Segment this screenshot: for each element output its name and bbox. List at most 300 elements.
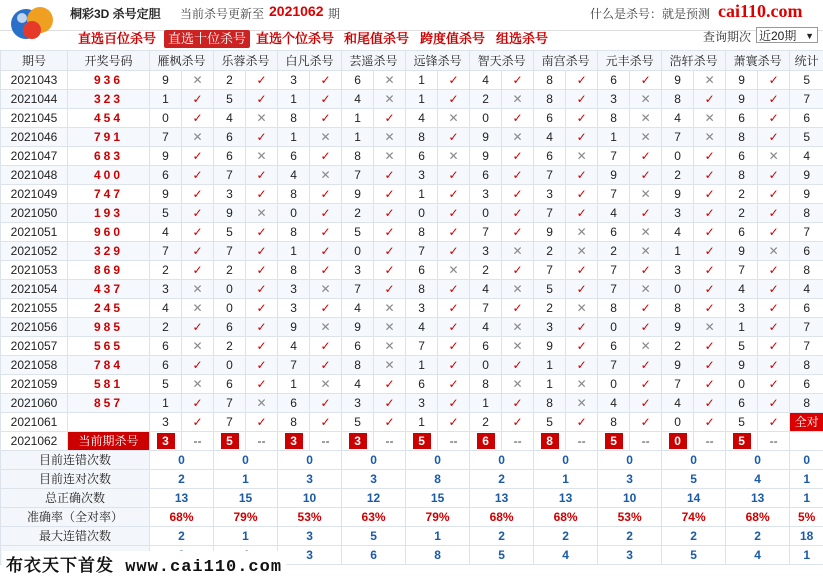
kill-number-cell: 9 <box>662 71 694 90</box>
check-icon: ✓ <box>502 204 534 223</box>
app-title: 桐彩3D 杀号定胆 <box>70 7 161 21</box>
col-expert-header[interactable]: 远锋杀号 <box>406 51 470 71</box>
col-expert-header[interactable]: 芸遥杀号 <box>342 51 406 71</box>
issue-cell: 2021045 <box>1 109 68 128</box>
current-issue-cell: 2021062 <box>1 432 68 451</box>
stats-value: 4 <box>726 470 790 489</box>
current-pending-cell: -- <box>758 432 790 451</box>
check-icon: ✓ <box>566 204 598 223</box>
tab-1[interactable]: 直选百位杀号 <box>78 31 157 46</box>
kill-number-cell: 8 <box>342 147 374 166</box>
kill-number-cell: 4 <box>150 223 182 242</box>
kill-number-cell: 3 <box>470 242 502 261</box>
kill-number-cell: 2 <box>534 299 566 318</box>
kill-number-cell: 7 <box>598 280 630 299</box>
winning-number-cell: 323 <box>68 90 150 109</box>
current-kill-label: 当前期杀号 <box>68 432 150 451</box>
check-icon: ✓ <box>438 356 470 375</box>
kill-number-cell: 4 <box>342 299 374 318</box>
current-kill-badge: 5 <box>733 433 751 449</box>
check-icon: ✓ <box>694 166 726 185</box>
cross-icon: ✕ <box>182 337 214 356</box>
kill-number-cell: 6 <box>214 128 246 147</box>
check-icon: ✓ <box>758 375 790 394</box>
check-icon: ✓ <box>758 109 790 128</box>
cross-icon: ✕ <box>694 128 726 147</box>
brand-logo-text[interactable]: cai110.com <box>718 1 803 21</box>
table-row <box>1 394 823 413</box>
stats-value: 3 <box>278 470 342 489</box>
cross-icon: ✕ <box>502 90 534 109</box>
check-icon: ✓ <box>566 280 598 299</box>
tab-3[interactable]: 直选个位杀号 <box>256 31 335 46</box>
stats-row <box>1 489 823 508</box>
kill-number-cell: 9 <box>150 71 182 90</box>
check-icon: ✓ <box>630 71 662 90</box>
kill-number-cell: 1 <box>150 90 182 109</box>
issue-cell: 2021056 <box>1 318 68 337</box>
kill-number-cell: 2 <box>150 261 182 280</box>
kill-number-cell: 7 <box>342 280 374 299</box>
check-icon: ✓ <box>182 318 214 337</box>
kill-number-cell: 6 <box>150 166 182 185</box>
winning-number-cell: 437 <box>68 280 150 299</box>
col-expert-header[interactable]: 白凡杀号 <box>278 51 342 71</box>
check-icon: ✓ <box>566 90 598 109</box>
current-kill-cell <box>470 432 502 451</box>
table-row <box>1 299 823 318</box>
kill-number-cell: 8 <box>726 128 758 147</box>
stat-cell: 5 <box>790 128 823 147</box>
check-icon: ✓ <box>310 394 342 413</box>
winning-number-cell: 565 <box>68 337 150 356</box>
kill-number-cell: 6 <box>278 394 310 413</box>
kill-number-cell: 9 <box>726 242 758 261</box>
stats-value: 13 <box>470 489 534 508</box>
cross-icon: ✕ <box>438 109 470 128</box>
check-icon: ✓ <box>630 147 662 166</box>
stat-cell: 8 <box>790 356 823 375</box>
kill-number-cell: 9 <box>342 318 374 337</box>
stat-cell: 6 <box>790 375 823 394</box>
kill-number-cell: 4 <box>662 223 694 242</box>
current-kill-cell <box>534 432 566 451</box>
kill-number-cell: 6 <box>470 166 502 185</box>
check-icon: ✓ <box>374 223 406 242</box>
stats-value: 1 <box>790 489 823 508</box>
kill-number-cell: 8 <box>278 109 310 128</box>
check-icon: ✓ <box>694 185 726 204</box>
check-icon: ✓ <box>246 128 278 147</box>
kill-number-cell: 0 <box>470 204 502 223</box>
kill-number-cell: 6 <box>342 337 374 356</box>
current-pending-cell: -- <box>182 432 214 451</box>
winning-number-cell: 985 <box>68 318 150 337</box>
stats-value: 2 <box>534 527 598 546</box>
cross-icon: ✕ <box>630 280 662 299</box>
stats-value: 0 <box>598 451 662 470</box>
check-icon: ✓ <box>374 166 406 185</box>
cross-icon: ✕ <box>630 90 662 109</box>
kill-number-cell: 7 <box>662 128 694 147</box>
header-bar <box>0 0 823 31</box>
check-icon: ✓ <box>438 280 470 299</box>
kill-number-cell: 6 <box>726 147 758 166</box>
issue-cell: 2021051 <box>1 223 68 242</box>
check-icon: ✓ <box>566 71 598 90</box>
check-icon: ✓ <box>758 299 790 318</box>
check-icon: ✓ <box>310 261 342 280</box>
check-icon: ✓ <box>182 185 214 204</box>
check-icon: ✓ <box>630 318 662 337</box>
check-icon: ✓ <box>310 356 342 375</box>
cross-icon: ✕ <box>502 280 534 299</box>
current-kill-cell <box>342 432 374 451</box>
check-icon: ✓ <box>502 356 534 375</box>
stats-value: 2 <box>598 527 662 546</box>
winning-number-cell: 245 <box>68 299 150 318</box>
kill-number-cell: 8 <box>598 413 630 432</box>
kill-number-cell: 6 <box>598 337 630 356</box>
kill-number-cell: 5 <box>534 280 566 299</box>
stat-cell: 7 <box>790 337 823 356</box>
stats-value: 3 <box>278 527 342 546</box>
col-expert-header[interactable]: 南宫杀号 <box>534 51 598 71</box>
kill-number-cell: 0 <box>214 299 246 318</box>
check-icon: ✓ <box>182 356 214 375</box>
check-icon: ✓ <box>374 261 406 280</box>
check-icon: ✓ <box>694 337 726 356</box>
check-icon: ✓ <box>566 166 598 185</box>
check-icon: ✓ <box>246 261 278 280</box>
kill-explanation-link[interactable]: 什么是杀号：就是预测 <box>590 7 711 21</box>
check-icon: ✓ <box>246 242 278 261</box>
current-pending-cell: -- <box>630 432 662 451</box>
check-icon: ✓ <box>438 413 470 432</box>
winning-number-cell: 936 <box>68 71 150 90</box>
kill-number-cell: 6 <box>406 147 438 166</box>
current-pending-cell: -- <box>438 432 470 451</box>
check-icon: ✓ <box>502 223 534 242</box>
kill-number-cell: 8 <box>598 109 630 128</box>
cross-icon: ✕ <box>502 128 534 147</box>
check-icon: ✓ <box>438 394 470 413</box>
col-stat-header: 统计 <box>790 51 823 71</box>
kill-number-cell: 9 <box>534 337 566 356</box>
stats-value: 0 <box>214 451 278 470</box>
check-icon: ✓ <box>630 204 662 223</box>
check-icon: ✓ <box>438 185 470 204</box>
kill-number-cell: 7 <box>598 261 630 280</box>
issue-cell: 2021046 <box>1 128 68 147</box>
stats-value: 5 <box>662 470 726 489</box>
stat-cell: 6 <box>790 109 823 128</box>
kill-number-cell: 3 <box>278 280 310 299</box>
kill-number-cell: 2 <box>534 242 566 261</box>
kill-number-cell: 3 <box>150 280 182 299</box>
kill-number-cell: 7 <box>406 242 438 261</box>
kill-number-cell: 4 <box>726 280 758 299</box>
check-icon: ✓ <box>438 128 470 147</box>
check-icon: ✓ <box>374 394 406 413</box>
cross-icon: ✕ <box>630 185 662 204</box>
col-expert-header[interactable]: 元丰杀号 <box>598 51 662 71</box>
kill-number-cell: 3 <box>278 71 310 90</box>
winning-number-cell: 400 <box>68 166 150 185</box>
stats-value: 4 <box>726 546 790 565</box>
cross-icon: ✕ <box>182 280 214 299</box>
check-icon: ✓ <box>694 261 726 280</box>
check-icon: ✓ <box>438 166 470 185</box>
check-icon: ✓ <box>246 71 278 90</box>
kill-number-cell: 9 <box>662 185 694 204</box>
cross-icon: ✕ <box>182 128 214 147</box>
stats-label: 准确率（全对率） <box>1 508 150 527</box>
kill-number-cell: 0 <box>214 356 246 375</box>
check-icon: ✓ <box>694 356 726 375</box>
stats-value: 68% <box>726 508 790 527</box>
stats-value: 12 <box>342 489 406 508</box>
kill-number-cell: 1 <box>406 185 438 204</box>
kill-number-cell: 8 <box>470 375 502 394</box>
kill-number-cell: 9 <box>662 318 694 337</box>
check-icon: ✓ <box>694 299 726 318</box>
kill-number-cell: 9 <box>726 71 758 90</box>
kill-number-cell: 4 <box>406 318 438 337</box>
col-expert-header[interactable]: 浩轩杀号 <box>662 51 726 71</box>
issue-cell: 2021061 <box>1 413 68 432</box>
kill-number-cell: 7 <box>278 356 310 375</box>
kill-number-cell: 6 <box>342 71 374 90</box>
check-icon: ✓ <box>694 90 726 109</box>
kill-number-cell: 4 <box>470 318 502 337</box>
check-icon: ✓ <box>566 318 598 337</box>
kill-number-cell: 7 <box>598 147 630 166</box>
col-expert-header[interactable]: 乐蓉杀号 <box>214 51 278 71</box>
kill-number-cell: 8 <box>406 280 438 299</box>
col-expert-header[interactable]: 萧寰杀号 <box>726 51 790 71</box>
kill-number-cell: 4 <box>470 280 502 299</box>
table-header-row <box>1 51 823 71</box>
check-icon: ✓ <box>630 356 662 375</box>
issue-cell: 2021049 <box>1 185 68 204</box>
kill-number-cell: 8 <box>278 185 310 204</box>
tab-4[interactable]: 和尾值杀号 <box>344 31 410 46</box>
kill-number-cell: 3 <box>534 318 566 337</box>
stats-value: 3 <box>342 470 406 489</box>
kill-number-cell: 4 <box>406 109 438 128</box>
kill-number-cell: 7 <box>534 204 566 223</box>
kill-number-cell: 9 <box>726 90 758 109</box>
kill-number-cell: 1 <box>662 242 694 261</box>
check-icon: ✓ <box>502 394 534 413</box>
current-kill-cell <box>278 432 310 451</box>
tab-6[interactable]: 组选杀号 <box>496 31 549 46</box>
stats-value: 0 <box>790 451 823 470</box>
stats-value: 68% <box>150 508 214 527</box>
kill-number-cell: 2 <box>662 337 694 356</box>
check-icon: ✓ <box>438 375 470 394</box>
cross-icon: ✕ <box>758 147 790 166</box>
chevron-down-icon: ▼ <box>805 31 814 41</box>
kill-number-cell: 7 <box>214 394 246 413</box>
current-kill-badge: 8 <box>541 433 559 449</box>
check-icon: ✓ <box>758 128 790 147</box>
kill-number-cell: 9 <box>726 356 758 375</box>
check-icon: ✓ <box>502 71 534 90</box>
kill-number-cell: 3 <box>406 394 438 413</box>
kill-number-cell: 7 <box>534 166 566 185</box>
kill-number-cell: 6 <box>214 375 246 394</box>
kill-number-cell: 4 <box>534 128 566 147</box>
current-kill-badge: 6 <box>477 433 495 449</box>
check-icon: ✓ <box>310 337 342 356</box>
kill-number-cell: 6 <box>214 318 246 337</box>
cross-icon: ✕ <box>246 109 278 128</box>
kill-number-cell: 7 <box>214 413 246 432</box>
winning-number-cell: 857 <box>68 394 150 413</box>
stats-value: 2 <box>150 470 214 489</box>
kill-number-cell: 6 <box>150 356 182 375</box>
check-icon: ✓ <box>758 90 790 109</box>
issue-cell: 2021058 <box>1 356 68 375</box>
kill-number-cell: 1 <box>406 90 438 109</box>
kill-number-cell: 2 <box>214 71 246 90</box>
check-icon: ✓ <box>182 261 214 280</box>
check-icon: ✓ <box>374 280 406 299</box>
kill-number-cell: 0 <box>662 280 694 299</box>
kill-number-cell: 6 <box>150 337 182 356</box>
kill-number-cell: 5 <box>150 375 182 394</box>
cross-icon: ✕ <box>374 90 406 109</box>
stats-value: 53% <box>278 508 342 527</box>
check-icon: ✓ <box>438 299 470 318</box>
cross-icon: ✕ <box>182 71 214 90</box>
current-kill-badge: 5 <box>605 433 623 449</box>
current-kill-badge: 3 <box>349 433 367 449</box>
kill-number-cell: 4 <box>662 394 694 413</box>
table-row <box>1 413 823 432</box>
check-icon: ✓ <box>758 71 790 90</box>
stats-value: 1 <box>214 470 278 489</box>
issue-cell: 2021060 <box>1 394 68 413</box>
check-icon: ✓ <box>694 242 726 261</box>
stats-value: 2 <box>726 527 790 546</box>
kill-number-cell: 9 <box>662 356 694 375</box>
stats-value: 18 <box>790 527 823 546</box>
kill-number-cell: 9 <box>342 185 374 204</box>
winning-number-cell: 747 <box>68 185 150 204</box>
check-icon: ✓ <box>246 318 278 337</box>
cross-icon: ✕ <box>374 318 406 337</box>
tab-2[interactable]: 直选十位杀号 <box>164 30 250 48</box>
cross-icon: ✕ <box>630 223 662 242</box>
check-icon: ✓ <box>694 413 726 432</box>
kill-number-cell: 3 <box>662 204 694 223</box>
cross-icon: ✕ <box>566 394 598 413</box>
kill-number-cell: 3 <box>150 413 182 432</box>
kill-number-cell: 5 <box>726 337 758 356</box>
check-icon: ✓ <box>758 337 790 356</box>
check-icon: ✓ <box>310 204 342 223</box>
check-icon: ✓ <box>502 413 534 432</box>
tab-5[interactable]: 跨度值杀号 <box>420 31 486 46</box>
kill-number-cell: 3 <box>342 261 374 280</box>
check-icon: ✓ <box>758 356 790 375</box>
kill-number-cell: 1 <box>406 356 438 375</box>
stats-value: 13 <box>534 489 598 508</box>
stats-label: 最大连错次数 <box>1 527 150 546</box>
kill-number-cell: 2 <box>598 242 630 261</box>
period-select[interactable] <box>756 27 818 43</box>
cross-icon: ✕ <box>502 318 534 337</box>
kill-number-cell: 1 <box>598 128 630 147</box>
kill-number-cell: 3 <box>214 185 246 204</box>
check-icon: ✓ <box>246 185 278 204</box>
check-icon: ✓ <box>758 204 790 223</box>
stats-label: 目前连错次数 <box>1 451 150 470</box>
check-icon: ✓ <box>502 147 534 166</box>
col-winning-header: 开奖号码 <box>68 51 150 71</box>
stats-value: 0 <box>726 451 790 470</box>
stat-cell: 8 <box>790 394 823 413</box>
kill-number-cell: 0 <box>662 413 694 432</box>
cross-icon: ✕ <box>246 394 278 413</box>
check-icon: ✓ <box>566 356 598 375</box>
check-icon: ✓ <box>246 90 278 109</box>
check-icon: ✓ <box>758 185 790 204</box>
current-pending-cell: -- <box>566 432 598 451</box>
stats-value: 15 <box>406 489 470 508</box>
kill-number-cell: 6 <box>406 261 438 280</box>
check-icon: ✓ <box>566 185 598 204</box>
check-icon: ✓ <box>374 242 406 261</box>
check-icon: ✓ <box>566 261 598 280</box>
check-icon: ✓ <box>566 337 598 356</box>
kill-number-cell: 3 <box>726 299 758 318</box>
stats-value: 79% <box>406 508 470 527</box>
kill-number-cell: 8 <box>278 223 310 242</box>
stats-value: 1 <box>790 470 823 489</box>
current-kill-badge: 0 <box>669 433 687 449</box>
cross-icon: ✕ <box>182 375 214 394</box>
check-icon: ✓ <box>246 356 278 375</box>
cross-icon: ✕ <box>374 147 406 166</box>
stats-value: 0 <box>278 451 342 470</box>
check-icon: ✓ <box>374 413 406 432</box>
current-kill-cell <box>662 432 694 451</box>
stat-cell: 7 <box>790 90 823 109</box>
kill-number-cell: 1 <box>278 242 310 261</box>
table-row <box>1 356 823 375</box>
cross-icon: ✕ <box>630 109 662 128</box>
stats-value: 10 <box>278 489 342 508</box>
issue-cell: 2021057 <box>1 337 68 356</box>
check-icon: ✓ <box>502 185 534 204</box>
check-icon: ✓ <box>182 147 214 166</box>
check-icon: ✓ <box>310 242 342 261</box>
winning-number-cell: 791 <box>68 128 150 147</box>
stats-value: 53% <box>598 508 662 527</box>
updated-issue: 2021062 <box>269 3 324 19</box>
kill-number-cell: 8 <box>662 90 694 109</box>
stats-value: 68% <box>470 508 534 527</box>
kill-number-cell: 2 <box>214 337 246 356</box>
stats-value: 5 <box>342 527 406 546</box>
check-icon: ✓ <box>694 280 726 299</box>
col-expert-header[interactable]: 智天杀号 <box>470 51 534 71</box>
col-expert-header[interactable]: 雁枫杀号 <box>150 51 214 71</box>
